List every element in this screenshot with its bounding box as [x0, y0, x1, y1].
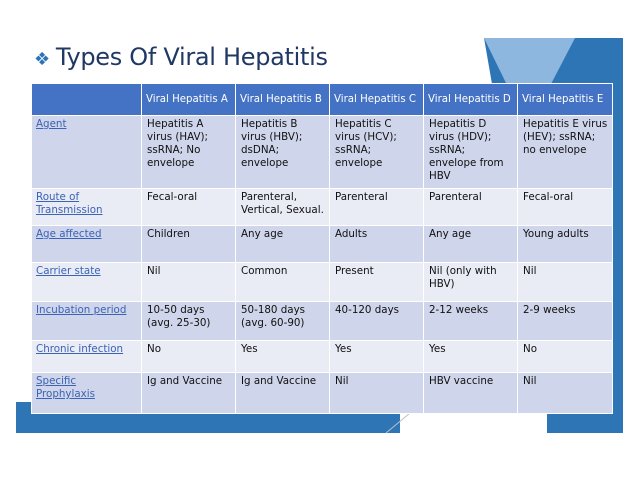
table-cell: Ig and Vaccine	[236, 373, 330, 414]
table-cell: Parenteral	[330, 189, 424, 226]
table-header-row	[32, 84, 613, 116]
table-cell: Yes	[424, 341, 518, 373]
row-header-agent[interactable]	[32, 116, 142, 189]
row-header-prophylaxis[interactable]	[32, 373, 142, 414]
table-cell: Parenteral	[424, 189, 518, 226]
row-header-link[interactable]: Agent	[36, 118, 67, 130]
table-cell: HBV vaccine	[424, 373, 518, 414]
slide-title-text: Types Of Viral Hepatitis	[55, 43, 328, 71]
table-cell: Ig and Vaccine	[142, 373, 236, 414]
table-cell: Parenteral, Vertical, Sexual.	[236, 189, 330, 226]
table-cell: Yes	[330, 341, 424, 373]
table-row	[32, 263, 613, 302]
table-row	[32, 116, 613, 189]
row-header-link[interactable]: Chronic infection	[36, 343, 124, 355]
table-cell: 2-12 weeks	[424, 302, 518, 341]
table-cell: Common	[236, 263, 330, 302]
table-cell: Any age	[424, 226, 518, 263]
header-hepatitis-c: Viral Hepatitis C	[330, 84, 424, 116]
table-cell: 10-50 days (avg. 25-30)	[142, 302, 236, 341]
table-cell: Adults	[330, 226, 424, 263]
table-cell: Children	[142, 226, 236, 263]
table-cell: Nil	[518, 263, 613, 302]
table-row	[32, 341, 613, 373]
header-hepatitis-b: Viral Hepatitis B	[236, 84, 330, 116]
table-cell: Young adults	[518, 226, 613, 263]
row-header-link[interactable]: Age affected	[36, 228, 102, 240]
table-cell: 40-120 days	[330, 302, 424, 341]
row-header-route[interactable]	[32, 189, 142, 226]
table-cell: Any age	[236, 226, 330, 263]
table-row	[32, 373, 613, 414]
slide-title	[34, 43, 328, 71]
row-header-link[interactable]: Specific Prophylaxis	[36, 375, 95, 400]
row-header-carrier[interactable]	[32, 263, 142, 302]
table-cell: Nil	[142, 263, 236, 302]
row-header-age[interactable]	[32, 226, 142, 263]
header-hepatitis-d: Viral Hepatitis D	[424, 84, 518, 116]
row-header-link[interactable]: Carrier state	[36, 265, 101, 277]
table-cell: Nil (only with HBV)	[424, 263, 518, 302]
table-cell: Hepatitis B virus (HBV); dsDNA; envelope	[236, 116, 330, 189]
header-corner	[32, 84, 142, 116]
table-cell: Fecal-oral	[518, 189, 613, 226]
row-header-link[interactable]: Route of Transmission	[36, 191, 103, 216]
table-row	[32, 226, 613, 263]
row-header-incubation[interactable]	[32, 302, 142, 341]
table-cell: Yes	[236, 341, 330, 373]
diamond-bullet-icon: ❖	[34, 49, 50, 70]
table-cell: 50-180 days (avg. 60-90)	[236, 302, 330, 341]
table-cell: No	[518, 341, 613, 373]
header-hepatitis-e: Viral Hepatitis E	[518, 84, 613, 116]
table-cell: Hepatitis E virus (HEV); ssRNA; no envelope	[518, 116, 613, 189]
table-cell: 2-9 weeks	[518, 302, 613, 341]
table-row	[32, 302, 613, 341]
row-header-link[interactable]: Incubation period	[36, 304, 127, 316]
table-cell: Hepatitis A virus (HAV); ssRNA; No envelope	[142, 116, 236, 189]
hepatitis-table	[31, 83, 613, 414]
table-cell: Nil	[330, 373, 424, 414]
table-cell: Hepatitis D virus (HDV); ssRNA; envelope from HBV	[424, 116, 518, 189]
table-cell: No	[142, 341, 236, 373]
table-cell: Fecal-oral	[142, 189, 236, 226]
row-header-chronic[interactable]	[32, 341, 142, 373]
header-hepatitis-a: Viral Hepatitis A	[142, 84, 236, 116]
table-cell: Present	[330, 263, 424, 302]
table-row	[32, 189, 613, 226]
table-cell: Nil	[518, 373, 613, 414]
table-cell: Hepatitis C virus (HCV); ssRNA; envelope	[330, 116, 424, 189]
